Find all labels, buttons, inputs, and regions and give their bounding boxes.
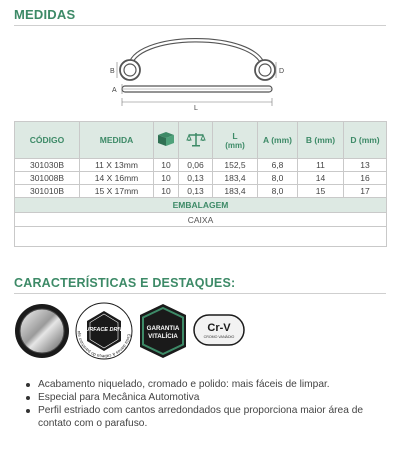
list-item: Acabamento niquelado, cromado e polido: mais fáceis de limpar. <box>26 378 386 391</box>
list-item: Especial para Mecânica Automotiva <box>26 391 386 404</box>
col-header-codigo: CÓDIGO <box>15 122 80 159</box>
cell-b: 11 <box>298 159 344 172</box>
dim-label-d: D <box>279 68 285 75</box>
dim-label-l: L <box>194 105 198 112</box>
divider <box>14 293 386 294</box>
cell-d: 16 <box>344 172 387 185</box>
list-item: Perfil estriado com cantos arredondados que proporciona maior área de contato com o parafuso. <box>26 404 386 430</box>
cell-l: 183,4 <box>213 185 258 198</box>
col-header-qtd <box>154 122 179 159</box>
table-row <box>15 159 387 172</box>
cell-l: 152,5 <box>213 159 258 172</box>
surface-drive-label: SURFACE DRIVE <box>81 327 127 333</box>
feature-list <box>26 378 386 430</box>
cell-b: 15 <box>298 185 344 198</box>
cell-qtd: 10 <box>154 172 179 185</box>
wrench-diagram <box>108 26 288 112</box>
cell-b: 14 <box>298 172 344 185</box>
lifetime-warranty-badge <box>138 303 188 359</box>
weight-scale-icon <box>186 131 206 147</box>
cell-l: 183,4 <box>213 172 258 185</box>
surface-drive-ring-text: Evita danos à cabeça do parafuso aju <box>75 330 132 360</box>
cell-codigo: 301030B <box>15 159 80 172</box>
cell-peso: 0,13 <box>179 172 213 185</box>
table-row <box>15 172 387 185</box>
dim-label-a: A <box>112 87 117 94</box>
cell-peso: 0,06 <box>179 159 213 172</box>
cell-medida: 15 X 17mm <box>80 185 154 198</box>
dim-label-b: B <box>110 68 115 75</box>
surface-drive-badge <box>75 302 133 360</box>
cell-medida: 11 X 13mm <box>80 159 154 172</box>
cell-medida: 14 X 16mm <box>80 172 154 185</box>
col-header-peso <box>179 122 213 159</box>
garantia-line-1: GARANTIA <box>146 325 180 332</box>
caixa-row <box>15 213 387 227</box>
cell-qtd: 10 <box>154 159 179 172</box>
col-header-a: A (mm) <box>258 122 298 159</box>
cell-codigo: 301010B <box>15 185 80 198</box>
caixa-label: CAIXA <box>15 213 387 227</box>
cell-codigo: 301008B <box>15 172 80 185</box>
garantia-line-2: VITALÍCIA <box>148 333 178 340</box>
col-header-l-unit: (mm) <box>225 140 245 150</box>
specs-table <box>14 121 387 247</box>
cell-qtd: 10 <box>154 185 179 198</box>
table-row <box>15 185 387 198</box>
col-header-d: D (mm) <box>344 122 387 159</box>
col-header-b: B (mm) <box>298 122 344 159</box>
crv-label: Cr-V <box>207 322 231 334</box>
cell-a: 8,0 <box>258 172 298 185</box>
embalagem-label: EMBALAGEM <box>15 198 387 213</box>
chrome-finish-badge <box>14 303 70 359</box>
cell-peso: 0,13 <box>179 185 213 198</box>
section-title-medidas: MEDIDAS <box>14 7 76 22</box>
col-header-medida: MEDIDA <box>80 122 154 159</box>
col-header-l-label: L <box>232 130 238 141</box>
cell-d: 13 <box>344 159 387 172</box>
cell-d: 17 <box>344 185 387 198</box>
col-header-l <box>213 122 258 159</box>
cell-a: 6,8 <box>258 159 298 172</box>
blank-row <box>15 227 387 247</box>
package-box-icon <box>157 131 175 147</box>
embalagem-row <box>15 198 387 213</box>
crv-sub-label: CROMO VANÁDIO <box>203 335 235 339</box>
cell-a: 8,0 <box>258 185 298 198</box>
section-title-caracteristicas: CARACTERÍSTICAS E DESTAQUES: <box>14 276 236 290</box>
crv-badge <box>193 314 245 346</box>
